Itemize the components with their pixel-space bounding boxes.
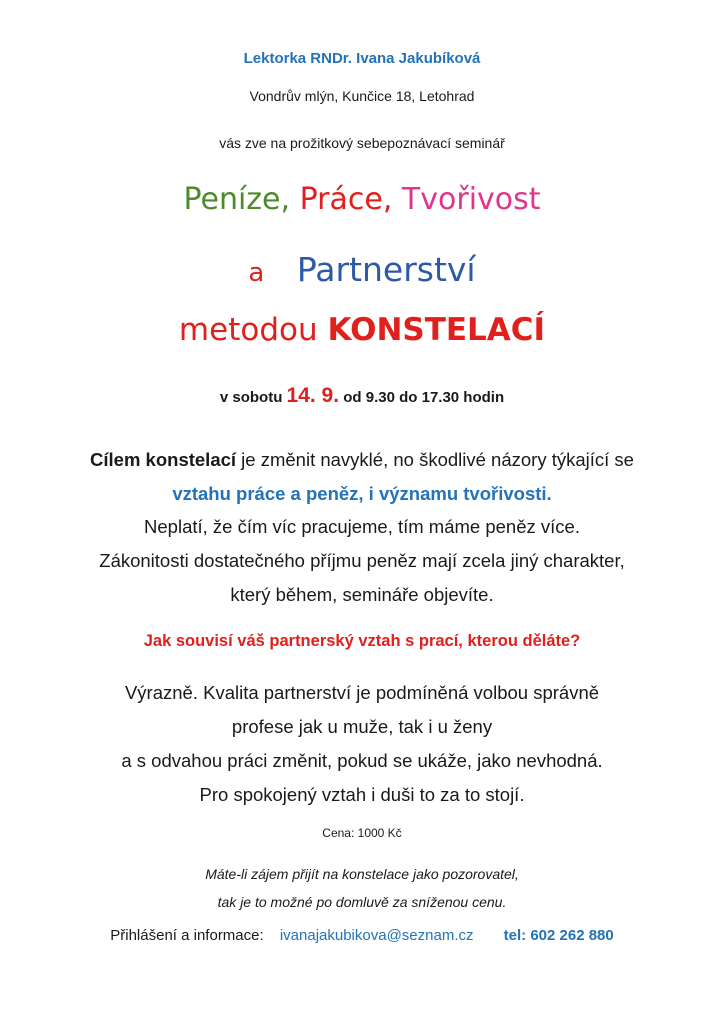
body-line-1-rest: je změnit navyklé, no škodlivé názory týkající se (236, 449, 634, 470)
body-line-8: a s odvahou práci změnit, pokud se ukáže, jako nevhodná. (121, 750, 603, 771)
body-line-7: profese jak u muže, tak i u ženy (231, 716, 493, 737)
lecturer-name: Lektorka RNDr. Ivana Jakubíková (243, 50, 481, 67)
body-line-4: Zákonitosti dostatečného příjmu peněz mají zcela jiný charakter, (99, 550, 625, 571)
body-line-9: Pro spokojený vztah i duši to za to stojí. (199, 784, 525, 805)
title-and: a (248, 258, 265, 288)
address: Vondrův mlýn, Kunčice 18, Letohrad (249, 88, 475, 104)
invitation-text: vás zve na prožitkový sebepoznávací seminář (219, 135, 505, 151)
date-prefix: v sobotu (219, 389, 283, 406)
contact-line (0, 927, 724, 944)
contact-email-link[interactable]: ivanajakubikova@seznam.cz (279, 927, 474, 944)
title-work: Práce, (299, 182, 393, 217)
body-line-2: vztahu práce a peněz, i významu tvořivosti. (172, 483, 552, 504)
body-line-1 (0, 449, 724, 471)
seminar-date (0, 384, 724, 408)
body-line-3: Neplatí, že čím víc pracujeme, tím máme peněz více. (144, 516, 580, 537)
title-creativity: Tvořivost (401, 182, 541, 217)
date-time: od 9.30 do 17.30 hodin (343, 389, 505, 406)
title-constellations: KONSTELACÍ (327, 312, 546, 348)
title-line-2 (0, 250, 724, 289)
title-money: Peníze, (183, 182, 291, 217)
title-partnership: Partnerství (296, 250, 476, 289)
observer-line-1: Máte-li zájem přijít na konstelace jako pozorovatel, (205, 866, 519, 882)
price: Cena: 1000 Kč (322, 826, 402, 840)
contact-phone[interactable]: tel: 602 262 880 (503, 927, 614, 944)
body-line-5: který během, semináře objevíte. (230, 584, 494, 605)
body-line-6: Výrazně. Kvalita partnerství je podmíněná volbou správně (124, 682, 600, 703)
date-day: 14. 9. (286, 384, 340, 407)
title-line-3 (0, 312, 724, 348)
body-bold-lead: Cílem konstelací (90, 449, 237, 470)
title-method: metodou (178, 312, 318, 348)
title-line-1 (0, 182, 724, 217)
observer-line-2: tak je to možné po domluvě za sníženou cenu. (217, 894, 507, 910)
question-heading: Jak souvisí váš partnerský vztah s prací, kterou děláte? (143, 632, 581, 650)
contact-label: Přihlášení a informace: (110, 927, 264, 944)
